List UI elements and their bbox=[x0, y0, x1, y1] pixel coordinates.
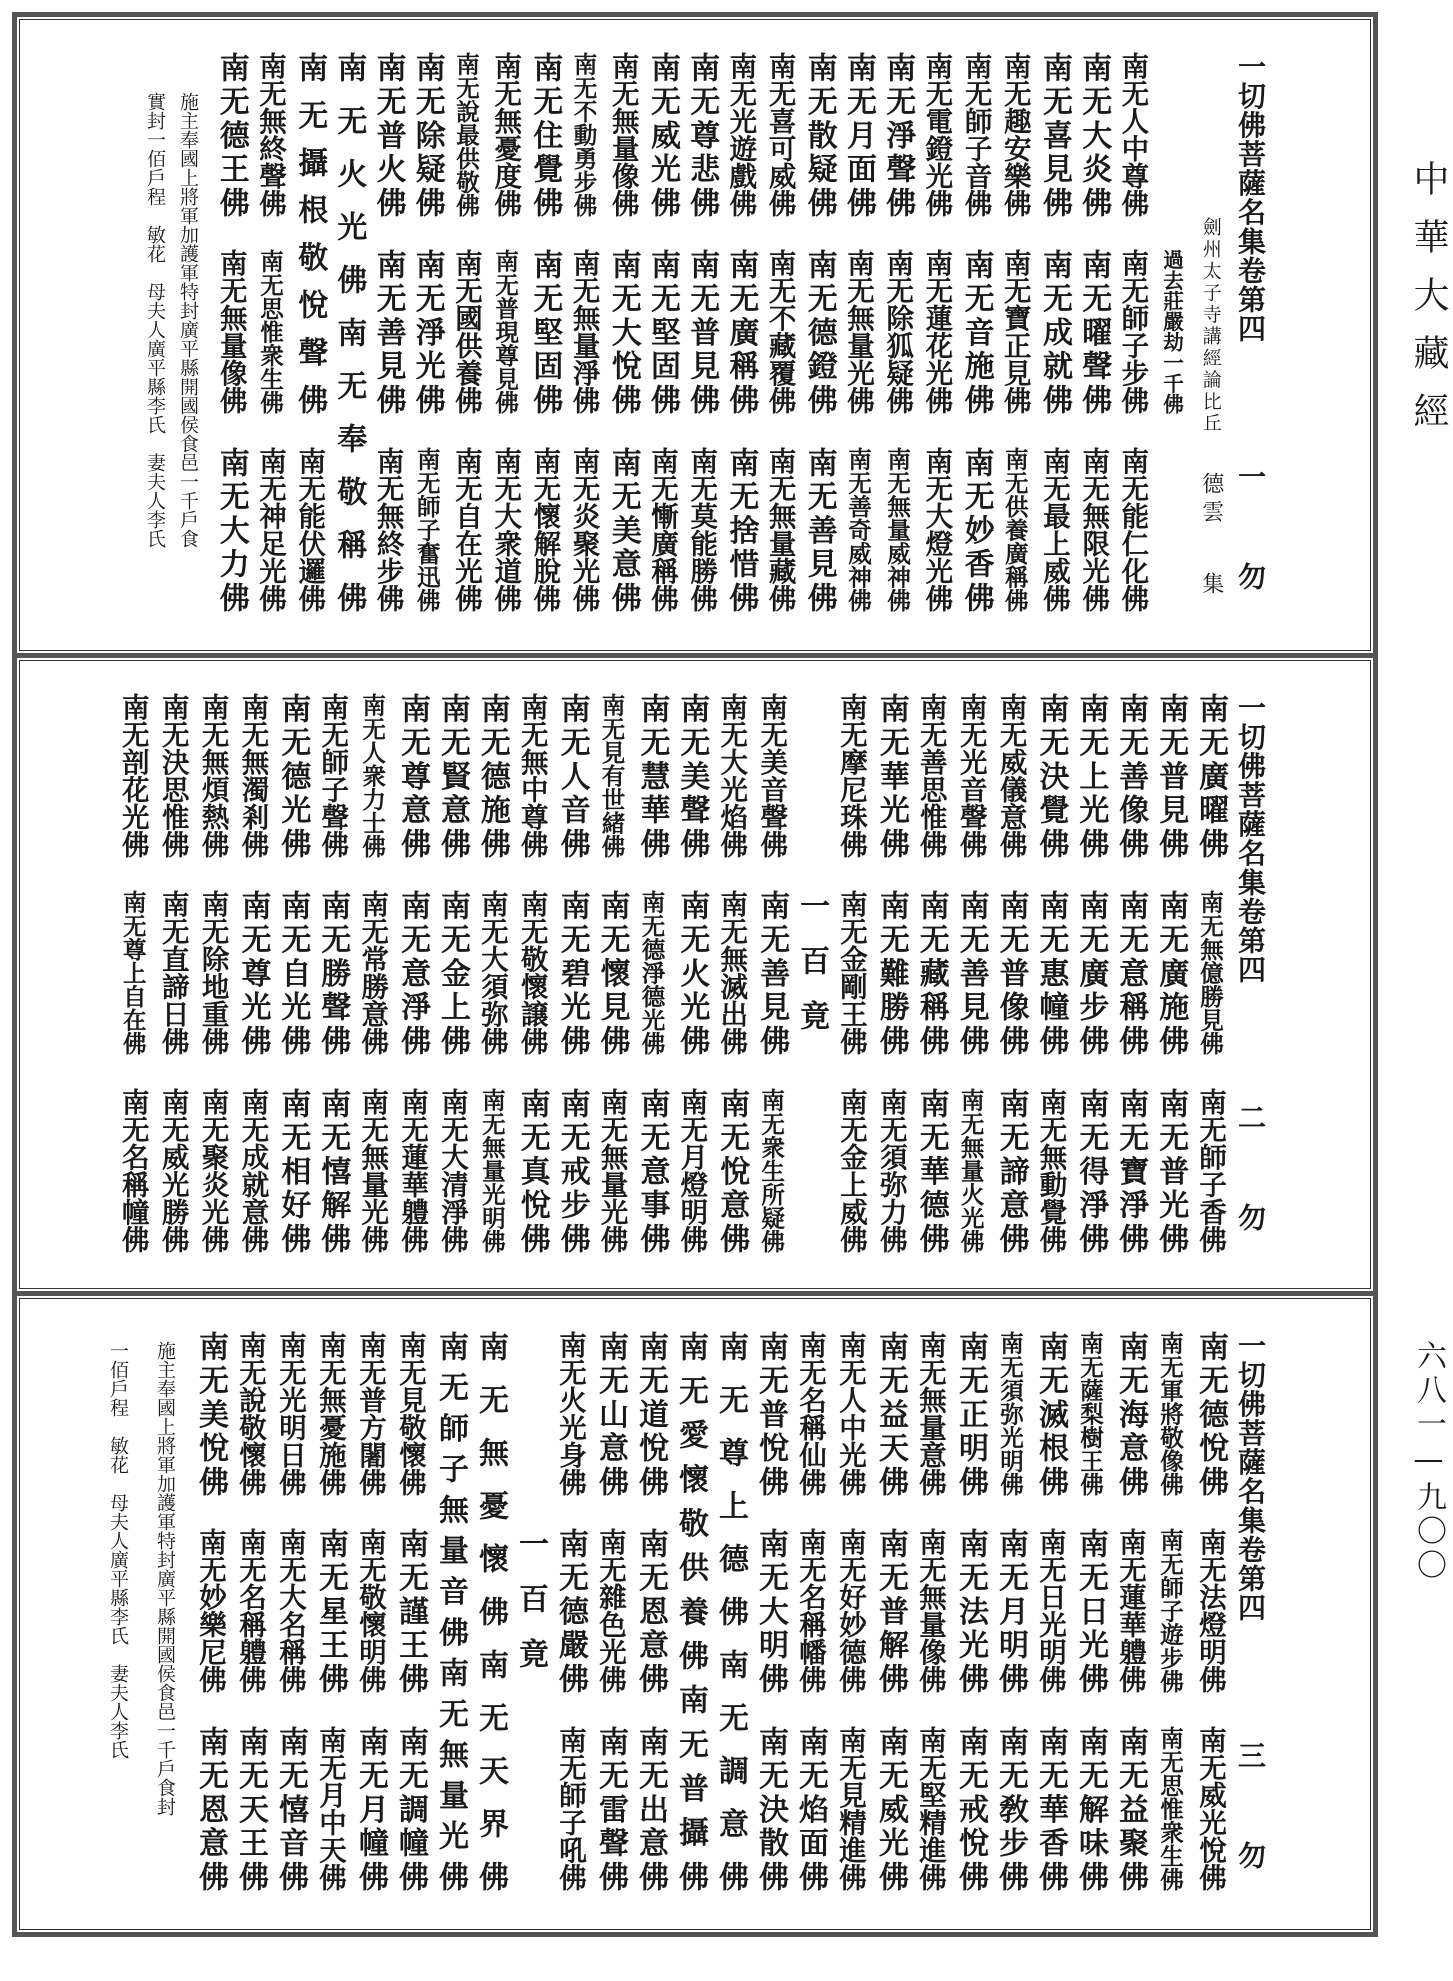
buddha-name: 南无難勝佛 bbox=[873, 890, 909, 1059]
buddha-name: 南无相好佛 bbox=[275, 1088, 311, 1257]
compiler-name: 德雲 bbox=[1198, 472, 1224, 528]
buddha-name: 南无道悅佛 bbox=[633, 1331, 668, 1500]
buddha-name: 南无大名稱佛 bbox=[274, 1528, 306, 1693]
buddha-name: 南无尊上自在佛 bbox=[118, 890, 147, 1055]
buddha-name: 南无雜色光佛 bbox=[594, 1528, 626, 1693]
section-end-note: 一百竟 bbox=[794, 890, 830, 1055]
buddha-name: 南无美音聲佛 bbox=[755, 693, 788, 858]
compiler-suffix: 集 bbox=[1198, 572, 1224, 594]
buddha-name: 南无善見佛 bbox=[953, 890, 989, 1059]
buddha-name: 南无德施佛 bbox=[474, 693, 510, 862]
buddha-name: 南无廣步佛 bbox=[1073, 890, 1109, 1059]
buddha-name: 南无德嚴佛 bbox=[553, 1528, 588, 1697]
buddha-name: 南无愛懷敬供養佛南无普攝佛 bbox=[673, 1331, 708, 1906]
buddha-name: 南无德淨德光佛 bbox=[637, 890, 666, 1055]
buddha-name: 南无德光佛 bbox=[275, 693, 311, 862]
buddha-name: 南无最上威佛 bbox=[1038, 447, 1070, 612]
buddha-name: 南无攝根敬悅聲佛 bbox=[292, 52, 328, 432]
buddha-name: 南无威光悅佛 bbox=[1194, 1726, 1226, 1891]
buddha-name: 南无思惟衆生佛 bbox=[256, 249, 284, 414]
buddha-name: 南无蓮華軆佛 bbox=[1114, 1528, 1146, 1693]
buddha-name: 南无除地重佛 bbox=[196, 890, 229, 1055]
page-panel-3 bbox=[12, 1291, 1378, 1937]
buddha-name: 南无賢意佛 bbox=[435, 693, 470, 862]
buddha-name: 南无海意佛 bbox=[1113, 1331, 1148, 1500]
buddha-name: 南无喜見佛 bbox=[1037, 52, 1072, 221]
buddha-name: 南无說最供敬佛 bbox=[452, 52, 480, 217]
buddha-name: 南无普悅佛 bbox=[753, 1331, 788, 1500]
buddha-name: 南无大光焰佛 bbox=[715, 693, 748, 858]
buddha-name: 南无寶正見佛 bbox=[998, 249, 1031, 414]
buddha-name: 南无火光佛南无奉敬稱佛 bbox=[331, 52, 367, 635]
buddha-name: 南无淨聲佛 bbox=[880, 52, 916, 221]
buddha-name: 南无師子步佛 bbox=[1116, 249, 1149, 414]
buddha-name: 南无無限光佛 bbox=[1077, 447, 1110, 612]
buddha-name: 南无無終步佛 bbox=[371, 447, 404, 612]
buddha-name: 南无決散佛 bbox=[753, 1726, 788, 1895]
buddha-name: 南无華德佛 bbox=[913, 1088, 949, 1257]
buddha-name: 南无名稱軆佛 bbox=[234, 1528, 266, 1693]
buddha-name: 南无威光佛 bbox=[645, 52, 680, 221]
buddha-name: 南无不動勇步佛 bbox=[569, 52, 598, 217]
buddha-name: 南无師子香佛 bbox=[1194, 1088, 1227, 1253]
buddha-name: 南无藏稱佛 bbox=[913, 890, 949, 1059]
buddha-name: 南无大炎佛 bbox=[1076, 52, 1112, 221]
buddha-name: 南无成就佛 bbox=[1037, 249, 1072, 418]
buddha-name: 南无無濁剎佛 bbox=[236, 693, 269, 858]
buddha-name: 南无調幢佛 bbox=[393, 1726, 428, 1895]
buddha-name: 南无軍將敬像佛 bbox=[1156, 1331, 1184, 1496]
buddha-name: 南无滅根佛 bbox=[1033, 1331, 1068, 1500]
header-title: 一切佛菩薩名集卷第四 bbox=[1234, 52, 1267, 344]
buddha-name: 南无懷見佛 bbox=[594, 890, 630, 1059]
buddha-name: 南无堅固佛 bbox=[527, 249, 563, 418]
buddha-name: 南无決思惟佛 bbox=[156, 693, 189, 858]
buddha-name: 南无敬懷明佛 bbox=[354, 1528, 386, 1693]
buddha-name: 南无名稱幢佛 bbox=[116, 1088, 149, 1253]
buddha-name: 南无除疑佛 bbox=[409, 52, 445, 221]
buddha-name: 南无月明佛 bbox=[993, 1528, 1028, 1697]
buddha-name: 南无普現尊見佛 bbox=[491, 249, 520, 414]
buddha-name: 南无決覺佛 bbox=[1033, 693, 1069, 862]
buddha-name: 南无無煩熱佛 bbox=[196, 693, 229, 858]
buddha-name: 南无恩意佛 bbox=[633, 1528, 668, 1697]
buddha-name: 南无摩尼珠佛 bbox=[835, 693, 867, 858]
buddha-name: 南无妙樂尼佛 bbox=[194, 1528, 226, 1693]
buddha-name: 南无音施佛 bbox=[958, 249, 994, 418]
buddha-name: 南无敬懷譲佛 bbox=[515, 890, 548, 1055]
buddha-name: 南无師子音佛 bbox=[959, 52, 992, 217]
buddha-name: 南无善奇威神佛 bbox=[844, 447, 872, 612]
buddha-name: 南无大明佛 bbox=[753, 1528, 788, 1697]
section-end-note: 一百竟 bbox=[513, 1528, 548, 1693]
buddha-name: 南无名稱幡佛 bbox=[794, 1528, 826, 1693]
header-title: 一切佛菩薩名集卷第四 bbox=[1234, 693, 1267, 985]
buddha-name: 南无金上威佛 bbox=[835, 1088, 867, 1253]
buddha-name: 南无威光佛 bbox=[873, 1726, 908, 1895]
buddha-name: 南无能仁化佛 bbox=[1116, 447, 1149, 612]
buddha-name: 南无月幢佛 bbox=[353, 1726, 388, 1895]
donor-colophon-line: 施主奉國上將軍加護軍特封廣平縣開國侯食邑一千戶食封 bbox=[154, 1341, 176, 1816]
buddha-name: 南无成就意佛 bbox=[236, 1088, 269, 1253]
buddha-name: 南无謹王佛 bbox=[393, 1528, 428, 1697]
header-title: 一切佛菩薩名集卷第四 bbox=[1234, 1331, 1267, 1623]
buddha-name: 南无戒步佛 bbox=[554, 1088, 590, 1257]
page-number: 六八一—九〇〇 bbox=[1411, 1340, 1446, 1583]
compiler-line: 劍州太子寺講經論比丘 bbox=[1199, 217, 1222, 435]
buddha-name: 南无善見佛 bbox=[754, 890, 790, 1059]
buddha-name: 南无普火佛 bbox=[370, 52, 406, 221]
buddha-name: 南无上光佛 bbox=[1073, 693, 1109, 862]
buddha-name: 南无尊悲佛 bbox=[684, 52, 720, 221]
buddha-name: 南无師子聲佛 bbox=[316, 693, 349, 858]
buddha-name: 南无出意佛 bbox=[633, 1726, 668, 1895]
buddha-name: 南无神足光佛 bbox=[254, 447, 286, 612]
buddha-name: 南无勝聲佛 bbox=[315, 890, 351, 1059]
buddha-name: 南无火光身佛 bbox=[554, 1331, 586, 1496]
buddha-name: 南无善見佛 bbox=[801, 447, 837, 616]
buddha-name: 南无華光佛 bbox=[873, 693, 909, 862]
buddha-name: 南无金上佛 bbox=[435, 890, 470, 1059]
buddha-name: 南无聚炎光佛 bbox=[196, 1088, 229, 1253]
buddha-name: 南无尊光佛 bbox=[235, 890, 271, 1059]
buddha-name: 南无國供養佛 bbox=[450, 249, 482, 414]
buddha-name: 南无無量像佛 bbox=[606, 52, 639, 217]
buddha-name: 南无無量淨佛 bbox=[567, 249, 600, 414]
buddha-name: 南无無億勝見佛 bbox=[1196, 890, 1225, 1055]
buddha-name: 南无善思惟佛 bbox=[914, 693, 947, 858]
donor-colophon-line: 實封一佰戶程 敏花 母夫人廣平縣李氏 妻夫人李氏 bbox=[144, 92, 166, 548]
buddha-name: 南无無量光明佛 bbox=[477, 1088, 506, 1253]
buddha-name: 南无無動覺佛 bbox=[1034, 1088, 1067, 1253]
buddha-name: 南无須弥光明佛 bbox=[996, 1331, 1024, 1496]
buddha-name: 南无好妙德佛 bbox=[834, 1528, 866, 1693]
buddha-name: 南无無量光佛 bbox=[595, 1088, 628, 1253]
buddha-name: 南无見有世緒佛 bbox=[597, 693, 626, 858]
buddha-name: 南无剖花光佛 bbox=[116, 693, 149, 858]
buddha-name: 南无慚廣稱佛 bbox=[646, 447, 678, 612]
buddha-name: 南无須弥力佛 bbox=[874, 1088, 907, 1253]
buddha-name: 南无無中尊佛 bbox=[515, 693, 548, 858]
buddha-name: 南无天王佛 bbox=[233, 1726, 268, 1895]
buddha-name: 南无月燈明佛 bbox=[675, 1088, 708, 1253]
buddha-name: 南无無量光佛 bbox=[356, 1088, 389, 1253]
buddha-name: 南无大須弥佛 bbox=[475, 890, 508, 1055]
buddha-name: 南无趣安樂佛 bbox=[998, 52, 1031, 217]
buddha-name: 南无無量光佛 bbox=[842, 249, 874, 414]
buddha-name: 南无法光佛 bbox=[953, 1528, 988, 1697]
buddha-name: 南无正明佛 bbox=[953, 1331, 988, 1500]
buddha-name: 南无月面佛 bbox=[841, 52, 876, 221]
buddha-name: 南无意淨佛 bbox=[395, 890, 431, 1059]
buddha-name: 南无常勝意佛 bbox=[356, 890, 389, 1055]
buddha-name: 南无無量藏佛 bbox=[763, 447, 796, 612]
buddha-name: 南无普光佛 bbox=[1153, 1088, 1189, 1257]
buddha-name: 南无無終聲佛 bbox=[254, 52, 286, 217]
page-panel-1 bbox=[12, 12, 1378, 658]
section-mark: 勿 bbox=[1234, 1203, 1267, 1231]
buddha-name: 南无思惟衆生佛 bbox=[1156, 1726, 1184, 1891]
buddha-name: 南无碧光佛 bbox=[554, 890, 590, 1059]
section-number: 二 bbox=[1234, 1103, 1267, 1131]
buddha-name: 南无大衆道佛 bbox=[489, 447, 522, 612]
buddha-name: 南无憘解佛 bbox=[315, 1088, 351, 1257]
buddha-name: 南无無量像佛 bbox=[214, 249, 247, 414]
buddha-name: 南无師子奮迅佛 bbox=[412, 447, 441, 612]
section-number: 三 bbox=[1234, 1741, 1267, 1769]
buddha-name: 南无見敬懷佛 bbox=[394, 1331, 426, 1496]
buddha-name: 南无戒悅佛 bbox=[953, 1726, 988, 1895]
buddha-name: 南无尊上德佛南无調意佛 bbox=[713, 1331, 748, 1914]
buddha-name: 南无德王佛 bbox=[213, 52, 249, 221]
buddha-name: 南无莫能勝佛 bbox=[685, 447, 718, 612]
buddha-name: 南无益聚佛 bbox=[1113, 1726, 1148, 1895]
buddha-name: 南无慧華佛 bbox=[634, 693, 670, 862]
buddha-name: 南无普解佛 bbox=[873, 1528, 908, 1697]
buddha-name: 南无直諦日佛 bbox=[156, 890, 189, 1055]
buddha-name: 南无自光佛 bbox=[275, 890, 311, 1059]
buddha-name: 南无電鐙光佛 bbox=[920, 52, 953, 217]
buddha-name: 南无師子吼佛 bbox=[554, 1726, 586, 1891]
buddha-name: 南无堅精進佛 bbox=[914, 1726, 946, 1891]
buddha-name: 南无寶淨佛 bbox=[1113, 1088, 1149, 1257]
buddha-name: 南无師子無量音佛南无無量光佛 bbox=[433, 1331, 468, 1902]
buddha-name: 南无無量火光佛 bbox=[956, 1088, 985, 1253]
buddha-name: 南无人中光佛 bbox=[834, 1331, 866, 1496]
buddha-name: 南无廣曜佛 bbox=[1193, 693, 1229, 862]
buddha-name: 南无薩梨樹王佛 bbox=[1076, 1331, 1104, 1496]
buddha-name: 南无蓮華軆佛 bbox=[396, 1088, 429, 1253]
buddha-name: 南无不藏覆佛 bbox=[763, 249, 796, 414]
buddha-name: 南无住覺佛 bbox=[527, 52, 563, 221]
buddha-name: 南无悅意佛 bbox=[714, 1088, 750, 1257]
buddha-name: 南无大清淨佛 bbox=[436, 1088, 468, 1253]
buddha-name: 南无妙香佛 bbox=[958, 447, 994, 616]
buddha-name: 南无大悅佛 bbox=[605, 249, 641, 418]
buddha-name: 南无說敬懷佛 bbox=[234, 1331, 266, 1496]
buddha-name: 南无威儀意佛 bbox=[994, 693, 1027, 858]
buddha-name: 南无美意佛 bbox=[605, 447, 641, 616]
buddha-name: 南无華香佛 bbox=[1033, 1726, 1068, 1895]
buddha-name: 南无德鐙佛 bbox=[801, 249, 837, 418]
buddha-name: 南无蓮花光佛 bbox=[920, 249, 953, 414]
buddha-name: 南无得淨佛 bbox=[1073, 1088, 1109, 1257]
buddha-name: 南无名稱仙佛 bbox=[794, 1331, 826, 1496]
buddha-name: 南无焰面佛 bbox=[793, 1726, 828, 1895]
buddha-name: 南无普像佛 bbox=[993, 890, 1029, 1059]
buddha-name: 南无山意佛 bbox=[593, 1331, 628, 1500]
buddha-name: 南无敎步佛 bbox=[993, 1726, 1028, 1895]
buddha-name: 南无自在光佛 bbox=[450, 447, 482, 612]
buddha-name: 南无星王佛 bbox=[313, 1528, 348, 1697]
buddha-name: 南无堅固佛 bbox=[645, 249, 680, 418]
buddha-name: 南无美聲佛 bbox=[674, 693, 710, 862]
section-mark: 勿 bbox=[1234, 562, 1267, 590]
buddha-name: 南无無憂施佛 bbox=[314, 1331, 346, 1496]
buddha-name: 南无喜可威佛 bbox=[763, 52, 796, 217]
buddha-name: 南无日光佛 bbox=[1073, 1528, 1108, 1697]
buddha-name: 南无德悅佛 bbox=[1193, 1331, 1228, 1500]
buddha-name: 南无光音聲佛 bbox=[954, 693, 987, 858]
buddha-name: 南无憘音佛 bbox=[273, 1726, 308, 1895]
buddha-name: 南无人衆力士佛 bbox=[358, 693, 387, 858]
buddha-name: 南无光遊戲佛 bbox=[724, 52, 757, 217]
buddha-name: 南无無量威神佛 bbox=[883, 447, 912, 612]
buddha-name: 南无大力佛 bbox=[213, 447, 249, 616]
buddha-name: 南无淨光佛 bbox=[409, 249, 445, 418]
buddha-name: 南无散疑佛 bbox=[801, 52, 837, 221]
buddha-name: 南无無憂懷佛南无天界佛 bbox=[473, 1331, 508, 1914]
buddha-name: 南无無滅出佛 bbox=[715, 890, 748, 1055]
donor-colophon-line: 一佰戶程 敏花 母夫人廣平縣李氏 妻夫人李氏 bbox=[107, 1341, 129, 1759]
buddha-name: 南无師子遊步佛 bbox=[1156, 1528, 1184, 1693]
buddha-name: 南无恩意佛 bbox=[193, 1726, 228, 1895]
buddha-name: 南无供養廣稱佛 bbox=[1000, 447, 1029, 612]
donor-colophon-line: 施主奉國上將軍加護軍特封廣平縣開國侯食邑一千戶食 bbox=[177, 92, 199, 548]
buddha-name: 南无衆生所疑佛 bbox=[757, 1088, 786, 1253]
buddha-name: 南无雷聲佛 bbox=[593, 1726, 628, 1895]
buddha-name: 南无解味佛 bbox=[1073, 1726, 1108, 1895]
buddha-name: 南无惠幢佛 bbox=[1033, 890, 1069, 1059]
buddha-name: 南无人中尊佛 bbox=[1116, 52, 1149, 217]
buddha-name: 南无意事佛 bbox=[634, 1088, 670, 1257]
buddha-name: 南无除狐疑佛 bbox=[881, 249, 914, 414]
buddha-name: 南无金剛王佛 bbox=[835, 890, 867, 1055]
buddha-name: 南无普見佛 bbox=[684, 249, 720, 418]
buddha-name: 南无人音佛 bbox=[554, 693, 590, 862]
buddha-name: 南无善見佛 bbox=[370, 249, 406, 418]
buddha-name: 南无真悅佛 bbox=[514, 1088, 550, 1257]
buddha-name: 過去莊嚴劫一千佛 bbox=[1159, 249, 1184, 414]
buddha-name: 南无尊意佛 bbox=[395, 693, 431, 862]
section-mark: 勿 bbox=[1234, 1841, 1267, 1869]
buddha-name: 南无善像佛 bbox=[1113, 693, 1149, 862]
buddha-name: 南无炎聚光佛 bbox=[567, 447, 600, 612]
buddha-name: 南无法燈明佛 bbox=[1194, 1528, 1226, 1693]
buddha-name: 南无廣稱佛 bbox=[723, 249, 759, 418]
buddha-name: 南无日光明佛 bbox=[1034, 1528, 1066, 1693]
collection-title: 中華大藏經 bbox=[1408, 160, 1449, 450]
buddha-name: 南无能伏邏佛 bbox=[293, 447, 326, 612]
buddha-name: 南无光明日佛 bbox=[274, 1331, 306, 1496]
buddha-name: 南无無量像佛 bbox=[914, 1528, 946, 1693]
buddha-name: 南无廣施佛 bbox=[1153, 890, 1189, 1059]
buddha-name: 南无無量意佛 bbox=[914, 1331, 946, 1496]
section-number: 一 bbox=[1234, 462, 1267, 490]
buddha-name: 南无火光佛 bbox=[674, 890, 710, 1059]
buddha-name: 南无美悅佛 bbox=[193, 1331, 228, 1500]
buddha-name: 南无威光勝佛 bbox=[156, 1088, 189, 1253]
buddha-name: 南无益天佛 bbox=[873, 1331, 908, 1500]
buddha-name: 南无曜聲佛 bbox=[1076, 249, 1112, 418]
buddha-name: 南无懷解脫佛 bbox=[528, 447, 561, 612]
buddha-name: 南无捨惜佛 bbox=[723, 447, 759, 616]
buddha-name: 南无意稱佛 bbox=[1113, 890, 1149, 1059]
buddha-name: 南无大燈光佛 bbox=[920, 447, 953, 612]
buddha-name: 南无無憂度佛 bbox=[489, 52, 522, 217]
page-panel-2 bbox=[12, 653, 1378, 1296]
buddha-name: 南无普方闍佛 bbox=[354, 1331, 386, 1496]
buddha-name: 南无諦意佛 bbox=[993, 1088, 1029, 1257]
buddha-name: 南无見精進佛 bbox=[834, 1726, 866, 1891]
buddha-name: 南无月中天佛 bbox=[314, 1726, 346, 1891]
buddha-name: 南无普見佛 bbox=[1153, 693, 1189, 862]
